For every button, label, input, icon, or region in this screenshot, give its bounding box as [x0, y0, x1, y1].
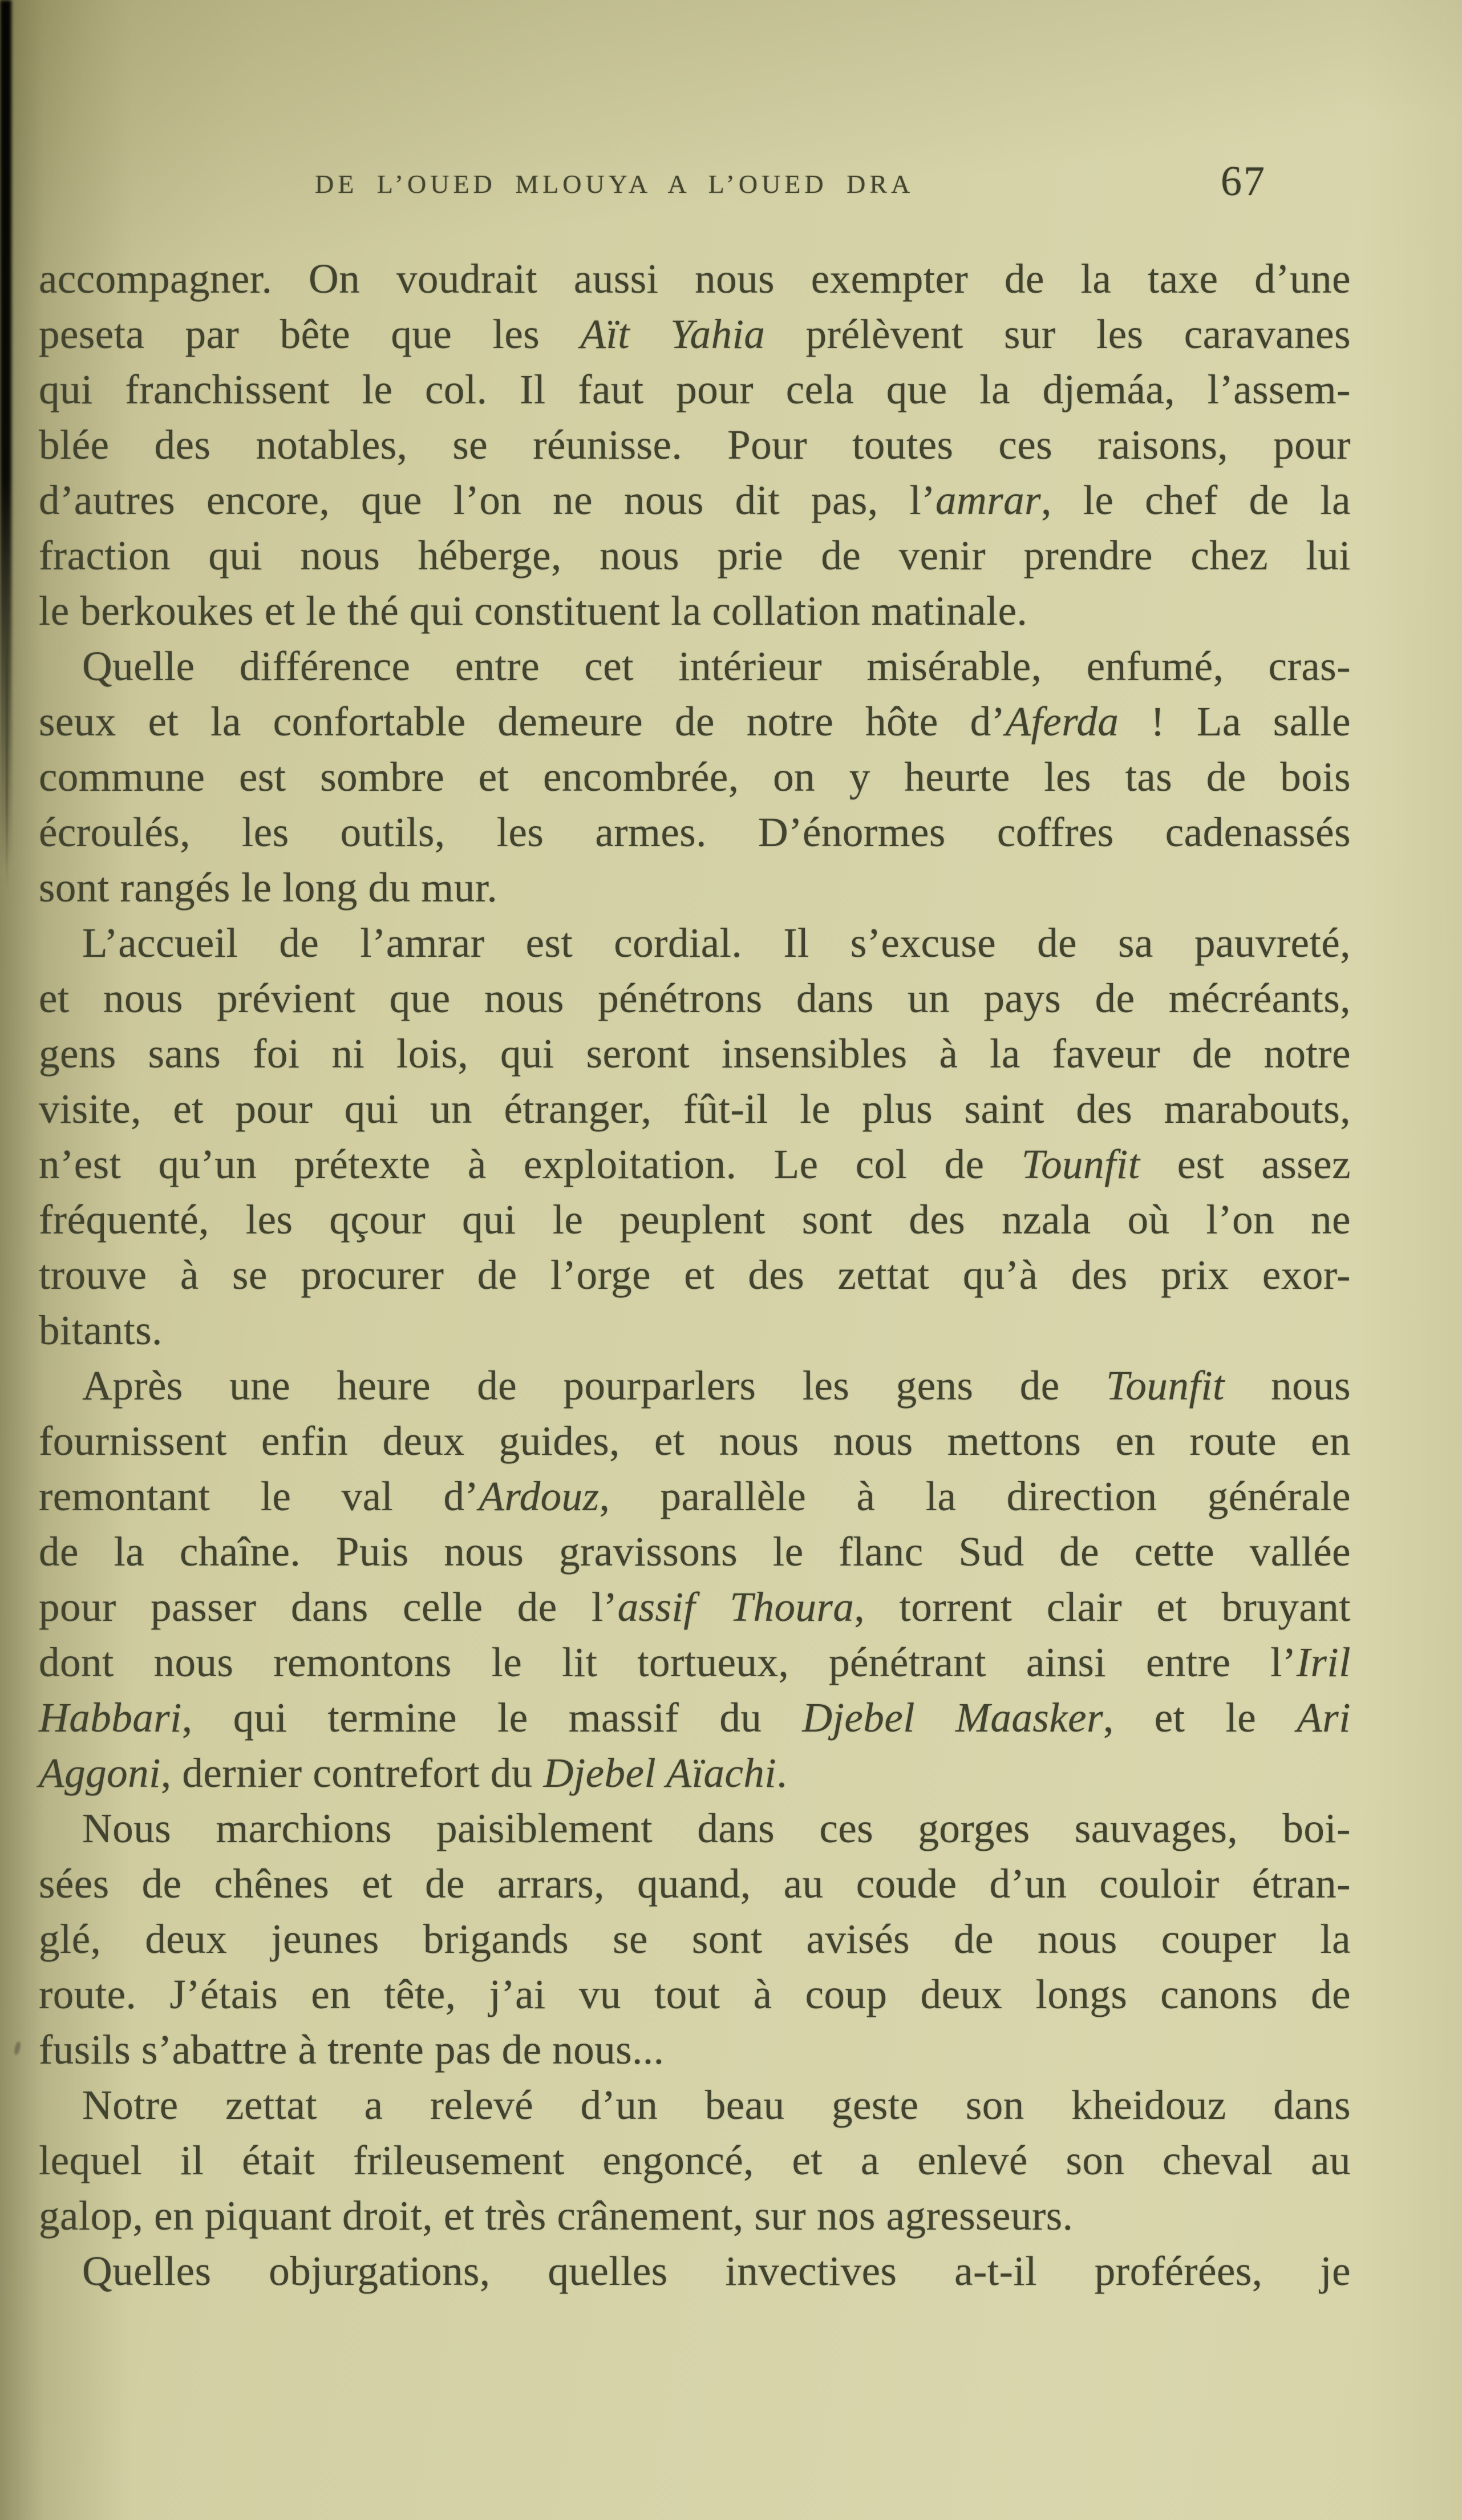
text-run: . [776, 1750, 787, 1796]
text-run: d’autres encore, que l’on ne nous dit pas, l’ [39, 477, 936, 523]
text-run-italic: Djebel Aïachi [543, 1750, 777, 1796]
text-run-italic: Tounfit [1106, 1362, 1225, 1409]
text-run: bitants. [39, 1307, 163, 1353]
text-line [39, 804, 1351, 860]
text-line [39, 1192, 1351, 1247]
text-run: commune est sombre et encombrée, on y heurte les tas de bois [39, 754, 1351, 800]
text-line [39, 1247, 1351, 1303]
text-line [39, 1801, 1351, 1856]
text-run: route. J’étais en tête, j’ai vu tout à coup deux longs canons de [39, 1971, 1351, 2017]
text-line [39, 860, 1351, 915]
text-run: , torrent clair et bruyant [854, 1584, 1351, 1630]
text-run: , et le [1103, 1694, 1297, 1741]
text-line [39, 528, 1351, 583]
text-run: blée des notables, se réunisse. Pour toutes ces raisons, pour [39, 422, 1351, 468]
text-run-italic: Aït Yahia [580, 311, 766, 357]
text-run-italic: Aferda [1005, 698, 1119, 745]
text-run: , le chef de la [1041, 477, 1351, 523]
text-run: n’est qu’un prétexte à exploitation. Le col de [39, 1141, 1022, 1187]
text-run: pour passer dans celle de l’ [39, 1584, 618, 1630]
text-run-italic: Ardouz [479, 1473, 600, 1519]
text-line [39, 417, 1351, 472]
text-line [39, 472, 1351, 528]
stray-ink-mark [13, 2041, 22, 2055]
text-run: glé, deux jeunes brigands se sont avisés de nous couper la [39, 1916, 1351, 1962]
text-run: est assez [1140, 1141, 1351, 1187]
text-run: , qui termine le massif du [181, 1694, 803, 1741]
text-line [39, 583, 1351, 638]
running-header-title: DE L’OUED MLOUYA A L’OUED DRA [315, 169, 914, 199]
text-run-italic: Djebel Maasker [802, 1694, 1103, 1741]
text-line [39, 2133, 1351, 2188]
page-number: 67 [1221, 158, 1266, 205]
text-line [39, 1358, 1351, 1413]
text-run-italic: Iril [1296, 1639, 1351, 1685]
text-line [39, 1469, 1351, 1524]
text-line [39, 1690, 1351, 1745]
text-run-italic: Ari [1297, 1694, 1351, 1741]
text-run: seux et la confortable demeure de notre hôte d’ [39, 698, 1006, 745]
text-line [39, 1911, 1351, 1967]
text-run: remontant le val d’ [39, 1473, 479, 1519]
text-line [39, 1026, 1351, 1081]
text-line [39, 1635, 1351, 1690]
text-line [39, 2188, 1351, 2243]
text-run: accompagner. On voudrait aussi nous exempter de la taxe d’une [39, 256, 1351, 302]
text-run: lequel il était frileusement engoncé, et a enlevé son cheval au [39, 2137, 1351, 2183]
text-run: fusils s’abattre à trente pas de nous... [39, 2026, 665, 2073]
text-run: de la chaîne. Puis nous gravissons le flanc Sud de cette vallée [39, 1528, 1351, 1575]
text-line [39, 1967, 1351, 2022]
text-line [39, 2243, 1351, 2299]
text-run: nous [1224, 1362, 1351, 1409]
text-run: visite, et pour qui un étranger, fût-il le plus saint des marabouts, [39, 1086, 1351, 1132]
text-run: et nous prévient que nous pénétrons dans un pays de mécréants, [39, 975, 1351, 1021]
text-run: fournissent enfin deux guides, et nous nous mettons en route en [39, 1418, 1351, 1464]
text-run: galop, en piquant droit, et très crânement, sur nos agresseurs. [39, 2193, 1074, 2239]
text-run-italic: amrar [935, 477, 1042, 523]
binding-scratch [6, 582, 8, 890]
text-line [39, 2022, 1351, 2077]
text-line [39, 1745, 1351, 1801]
text-run-italic: assif Thoura [617, 1584, 854, 1630]
text-run: Nous marchions paisiblement dans ces gorges sauvages, boi- [82, 1805, 1351, 1851]
text-run: Quelle différence entre cet intérieur misérable, enfumé, cras- [82, 643, 1351, 689]
text-run: gens sans foi ni lois, qui seront insensibles à la faveur de notre [39, 1030, 1351, 1077]
text-line [39, 1579, 1351, 1635]
text-run: sont rangés le long du mur. [39, 864, 498, 911]
text-run: ! La salle [1119, 698, 1351, 745]
text-run: Notre zettat a relevé d’un beau geste son kheidouz dans [82, 2082, 1351, 2128]
text-line [39, 1303, 1351, 1358]
text-run: , dernier contrefort du [160, 1750, 544, 1796]
text-line [39, 306, 1351, 362]
text-run: peseta par bête que les [39, 311, 581, 357]
text-line [39, 638, 1351, 694]
text-run: L’accueil de l’amrar est cordial. Il s’excuse de sa pauvreté, [82, 920, 1351, 966]
text-line [39, 1856, 1351, 1911]
text-line [39, 1524, 1351, 1579]
text-line [39, 1081, 1351, 1136]
text-run: sées de chênes et de arrars, quand, au coude d’un couloir étran- [39, 1860, 1351, 1907]
text-line [39, 2077, 1351, 2133]
text-line [39, 1413, 1351, 1469]
text-run: le berkoukes et le thé qui constituent la collation matinale. [39, 588, 1028, 634]
text-run: fréquenté, les qçour qui le peuplent sont des nzala où l’on ne [39, 1196, 1351, 1243]
text-run-italic: Aggoni [39, 1750, 161, 1796]
text-run: Après une heure de pourparlers les gens de [82, 1362, 1107, 1409]
text-line [39, 362, 1351, 417]
text-run: Quelles objurgations, quelles invectives a-t-il proférées, je [82, 2248, 1351, 2294]
text-line [39, 1136, 1351, 1192]
text-run: écroulés, les outils, les armes. D’énormes coffres cadenassés [39, 809, 1351, 855]
text-line [39, 915, 1351, 970]
text-line [39, 970, 1351, 1026]
text-run: trouve à se procurer de l’orge et des zettat qu’à des prix exor- [39, 1252, 1351, 1298]
text-line [39, 694, 1351, 749]
text-run: fraction qui nous héberge, nous prie de venir prendre chez lui [39, 532, 1351, 579]
page-text [39, 251, 1351, 2299]
text-run: dont nous remontons le lit tortueux, pénétrant ainsi entre l’ [39, 1639, 1297, 1685]
text-line [39, 749, 1351, 804]
text-run-italic: Habbari [39, 1694, 182, 1741]
text-run-italic: Tounfit [1021, 1141, 1140, 1187]
text-run: qui franchissent le col. Il faut pour cela que la djemáa, l’assem- [39, 366, 1351, 412]
text-run: , parallèle à la direction générale [599, 1473, 1351, 1519]
text-run: prélèvent sur les caravanes [765, 311, 1351, 357]
text-line [39, 251, 1351, 306]
